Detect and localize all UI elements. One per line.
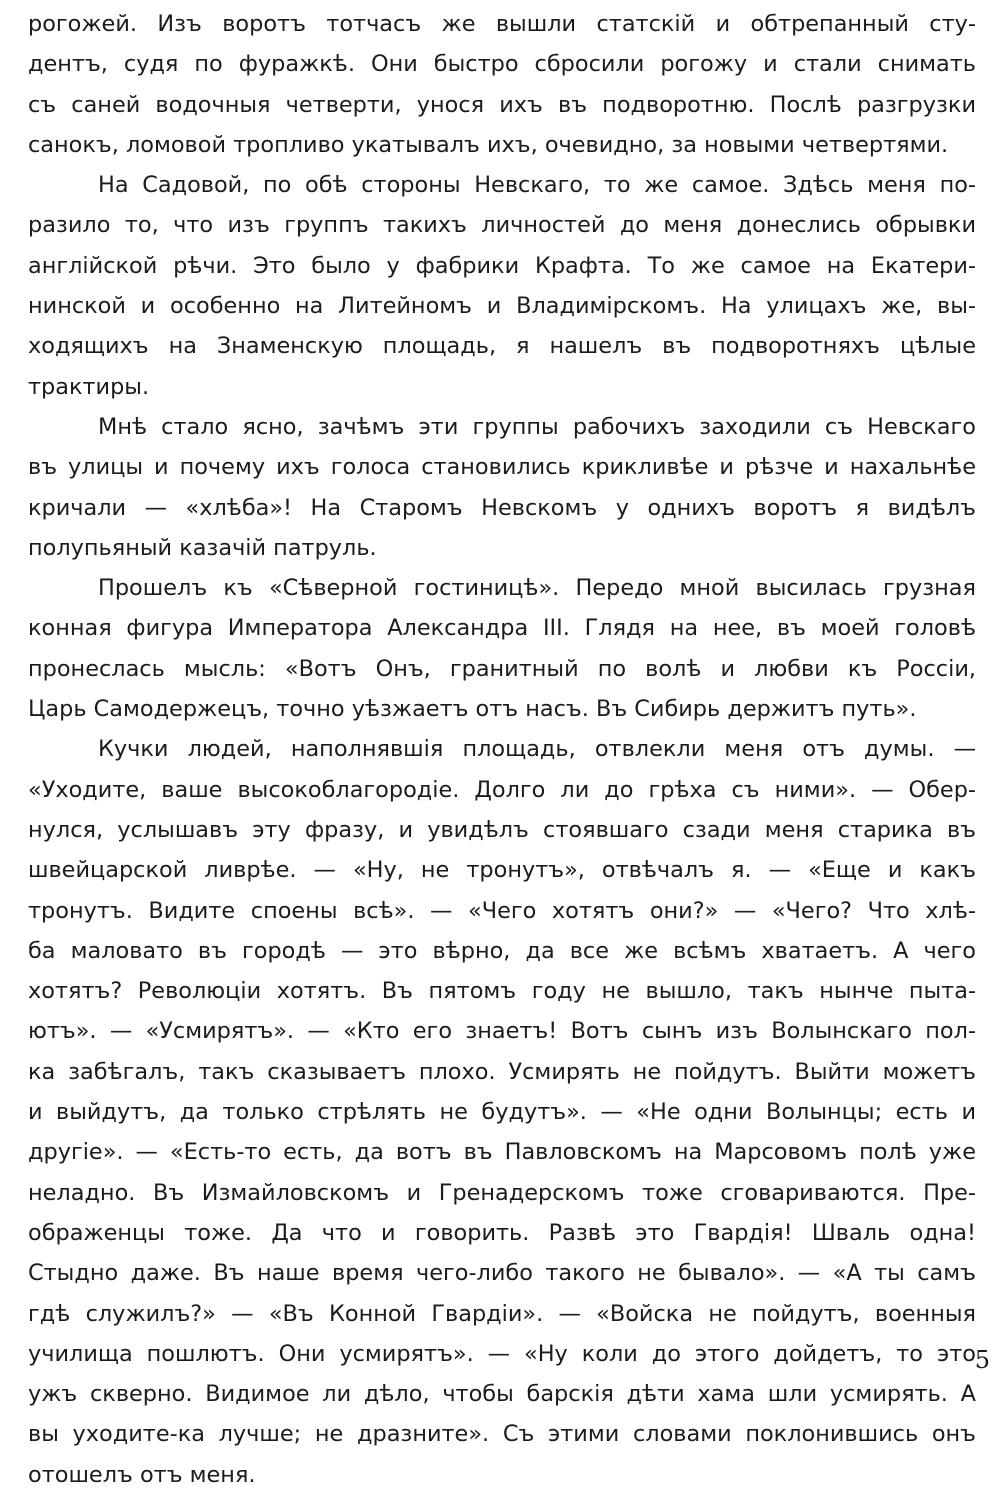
text-line: ходящихъ на Знаменскую площадь, я нашелъ въ подворотняхъ цѣлые bbox=[28, 333, 976, 360]
text-line: и выйдутъ, да только стрѣлять не будутъ». — «Не одни Волынцы; есть и bbox=[28, 1099, 976, 1126]
page-number: 5 bbox=[974, 1346, 990, 1374]
text-line: гдѣ служилъ?» — «Въ Конной Гвардіи». — «Войска не пойдутъ, военныя bbox=[28, 1300, 976, 1327]
text-line: Мнѣ стало ясно, зачѣмъ эти группы рабочихъ заходили съ Невскаго bbox=[98, 413, 976, 440]
text-line: ображенцы тоже. Да что и говорить. Развѣ это Гвардія! Шваль одна! bbox=[28, 1219, 976, 1246]
text-line: тронутъ. Видите споены всѣ». — «Чего хотятъ они?» — «Чего? Что хлѣ- bbox=[28, 897, 976, 924]
text-line: трактиры. bbox=[28, 373, 150, 400]
text-line: разило то, что изъ группъ такихъ личностей до меня донеслись обрывки bbox=[28, 212, 976, 239]
text-line: Царь Самодержецъ, точно уѣзжаетъ отъ насъ. Въ Сибирь держитъ путь». bbox=[28, 696, 917, 723]
text-line: нулся, услышавъ эту фразу, и увидѣлъ стоявшаго сзади меня старика въ bbox=[28, 816, 976, 843]
text-line: въ улицы и почему ихъ голоса становились крикливѣе и рѣзче и нахальнѣе bbox=[28, 454, 976, 481]
text-line: съ саней водочныя четверти, унося ихъ въ подворотню. Послѣ разгрузки bbox=[28, 91, 976, 118]
text-line: неладно. Въ Измайловскомъ и Гренадерскомъ тоже сговариваются. Пре- bbox=[28, 1179, 976, 1206]
text-line: «Уходите, ваше высокоблагородіе. Долго ли до грѣха съ ними». — Обер- bbox=[28, 776, 976, 803]
text-line: нинской и особенно на Литейномъ и Владимірскомъ. На улицахъ же, вы- bbox=[28, 293, 976, 320]
text-line: англійской рѣчи. Это было у фабрики Крафта. То же самое на Екатери- bbox=[28, 252, 976, 279]
text-line: хотятъ? Революціи хотятъ. Въ пятомъ году не вышло, такъ нынче пыта- bbox=[28, 978, 976, 1005]
text-line: Стыдно даже. Въ наше время чего-либо такого не бывало». — «А ты самъ bbox=[28, 1260, 976, 1287]
text-line: пронеслась мысль: «Вотъ Онъ, гранитный по волѣ и любви къ Россіи, bbox=[28, 655, 976, 682]
text-line: кричали — «хлѣба»! На Старомъ Невскомъ у однихъ воротъ я видѣлъ bbox=[28, 494, 976, 521]
text-line: дентъ, судя по фуражкѣ. Они быстро сбросили рогожу и стали снимать bbox=[28, 51, 976, 78]
text-line: конная фигура Императора Александра III. Глядя на нее, въ моей головѣ bbox=[28, 615, 976, 642]
body-text bbox=[28, 4, 976, 1495]
text-line: ужъ скверно. Видимое ли дѣло, чтобы барскія дѣти хама шли усмирять. А bbox=[28, 1381, 976, 1408]
text-line: Кучки людей, наполнявшія площадь, отвлекли меня отъ думы. — bbox=[98, 736, 976, 763]
text-line: полупьяный казачій патруль. bbox=[28, 534, 377, 561]
text-line: другіе». — «Есть-то есть, да вотъ въ Павловскомъ на Марсовомъ полѣ уже bbox=[28, 1139, 976, 1166]
text-line: отошелъ отъ меня. bbox=[28, 1461, 256, 1488]
text-line: Прошелъ къ «Сѣверной гостиницѣ». Передо мной высилась грузная bbox=[98, 575, 976, 602]
text-line: ба маловато въ городѣ — это вѣрно, да все же всѣмъ хватаетъ. А чего bbox=[28, 937, 976, 964]
text-line: швейцарской ливрѣе. — «Ну, не тронутъ», отвѣчалъ я. — «Еще и какъ bbox=[28, 857, 976, 884]
text-line: На Садовой, по обѣ стороны Невскаго, то же самое. Здѣсь меня по- bbox=[98, 172, 976, 199]
text-line: вы уходите-ка лучше; не дразните». Съ этими словами поклонившись онъ bbox=[28, 1421, 976, 1448]
text-line: ютъ». — «Усмирятъ». — «Кто его знаетъ! Вотъ сынъ изъ Волынскаго пол- bbox=[28, 1018, 976, 1045]
text-line: училища пошлютъ. Они усмирятъ». — «Ну коли до этого дойдетъ, то это bbox=[28, 1340, 976, 1367]
text-line: санокъ, ломовой тропливо укатывалъ ихъ, очевидно, за новыми четвертями. bbox=[28, 131, 949, 158]
text-line: ка забѣгалъ, такъ сказываетъ плохо. Усмирять не пойдутъ. Выйти можетъ bbox=[28, 1058, 976, 1085]
text-line: рогожей. Изъ воротъ тотчасъ же вышли статскій и обтрепанный сту- bbox=[28, 11, 976, 37]
